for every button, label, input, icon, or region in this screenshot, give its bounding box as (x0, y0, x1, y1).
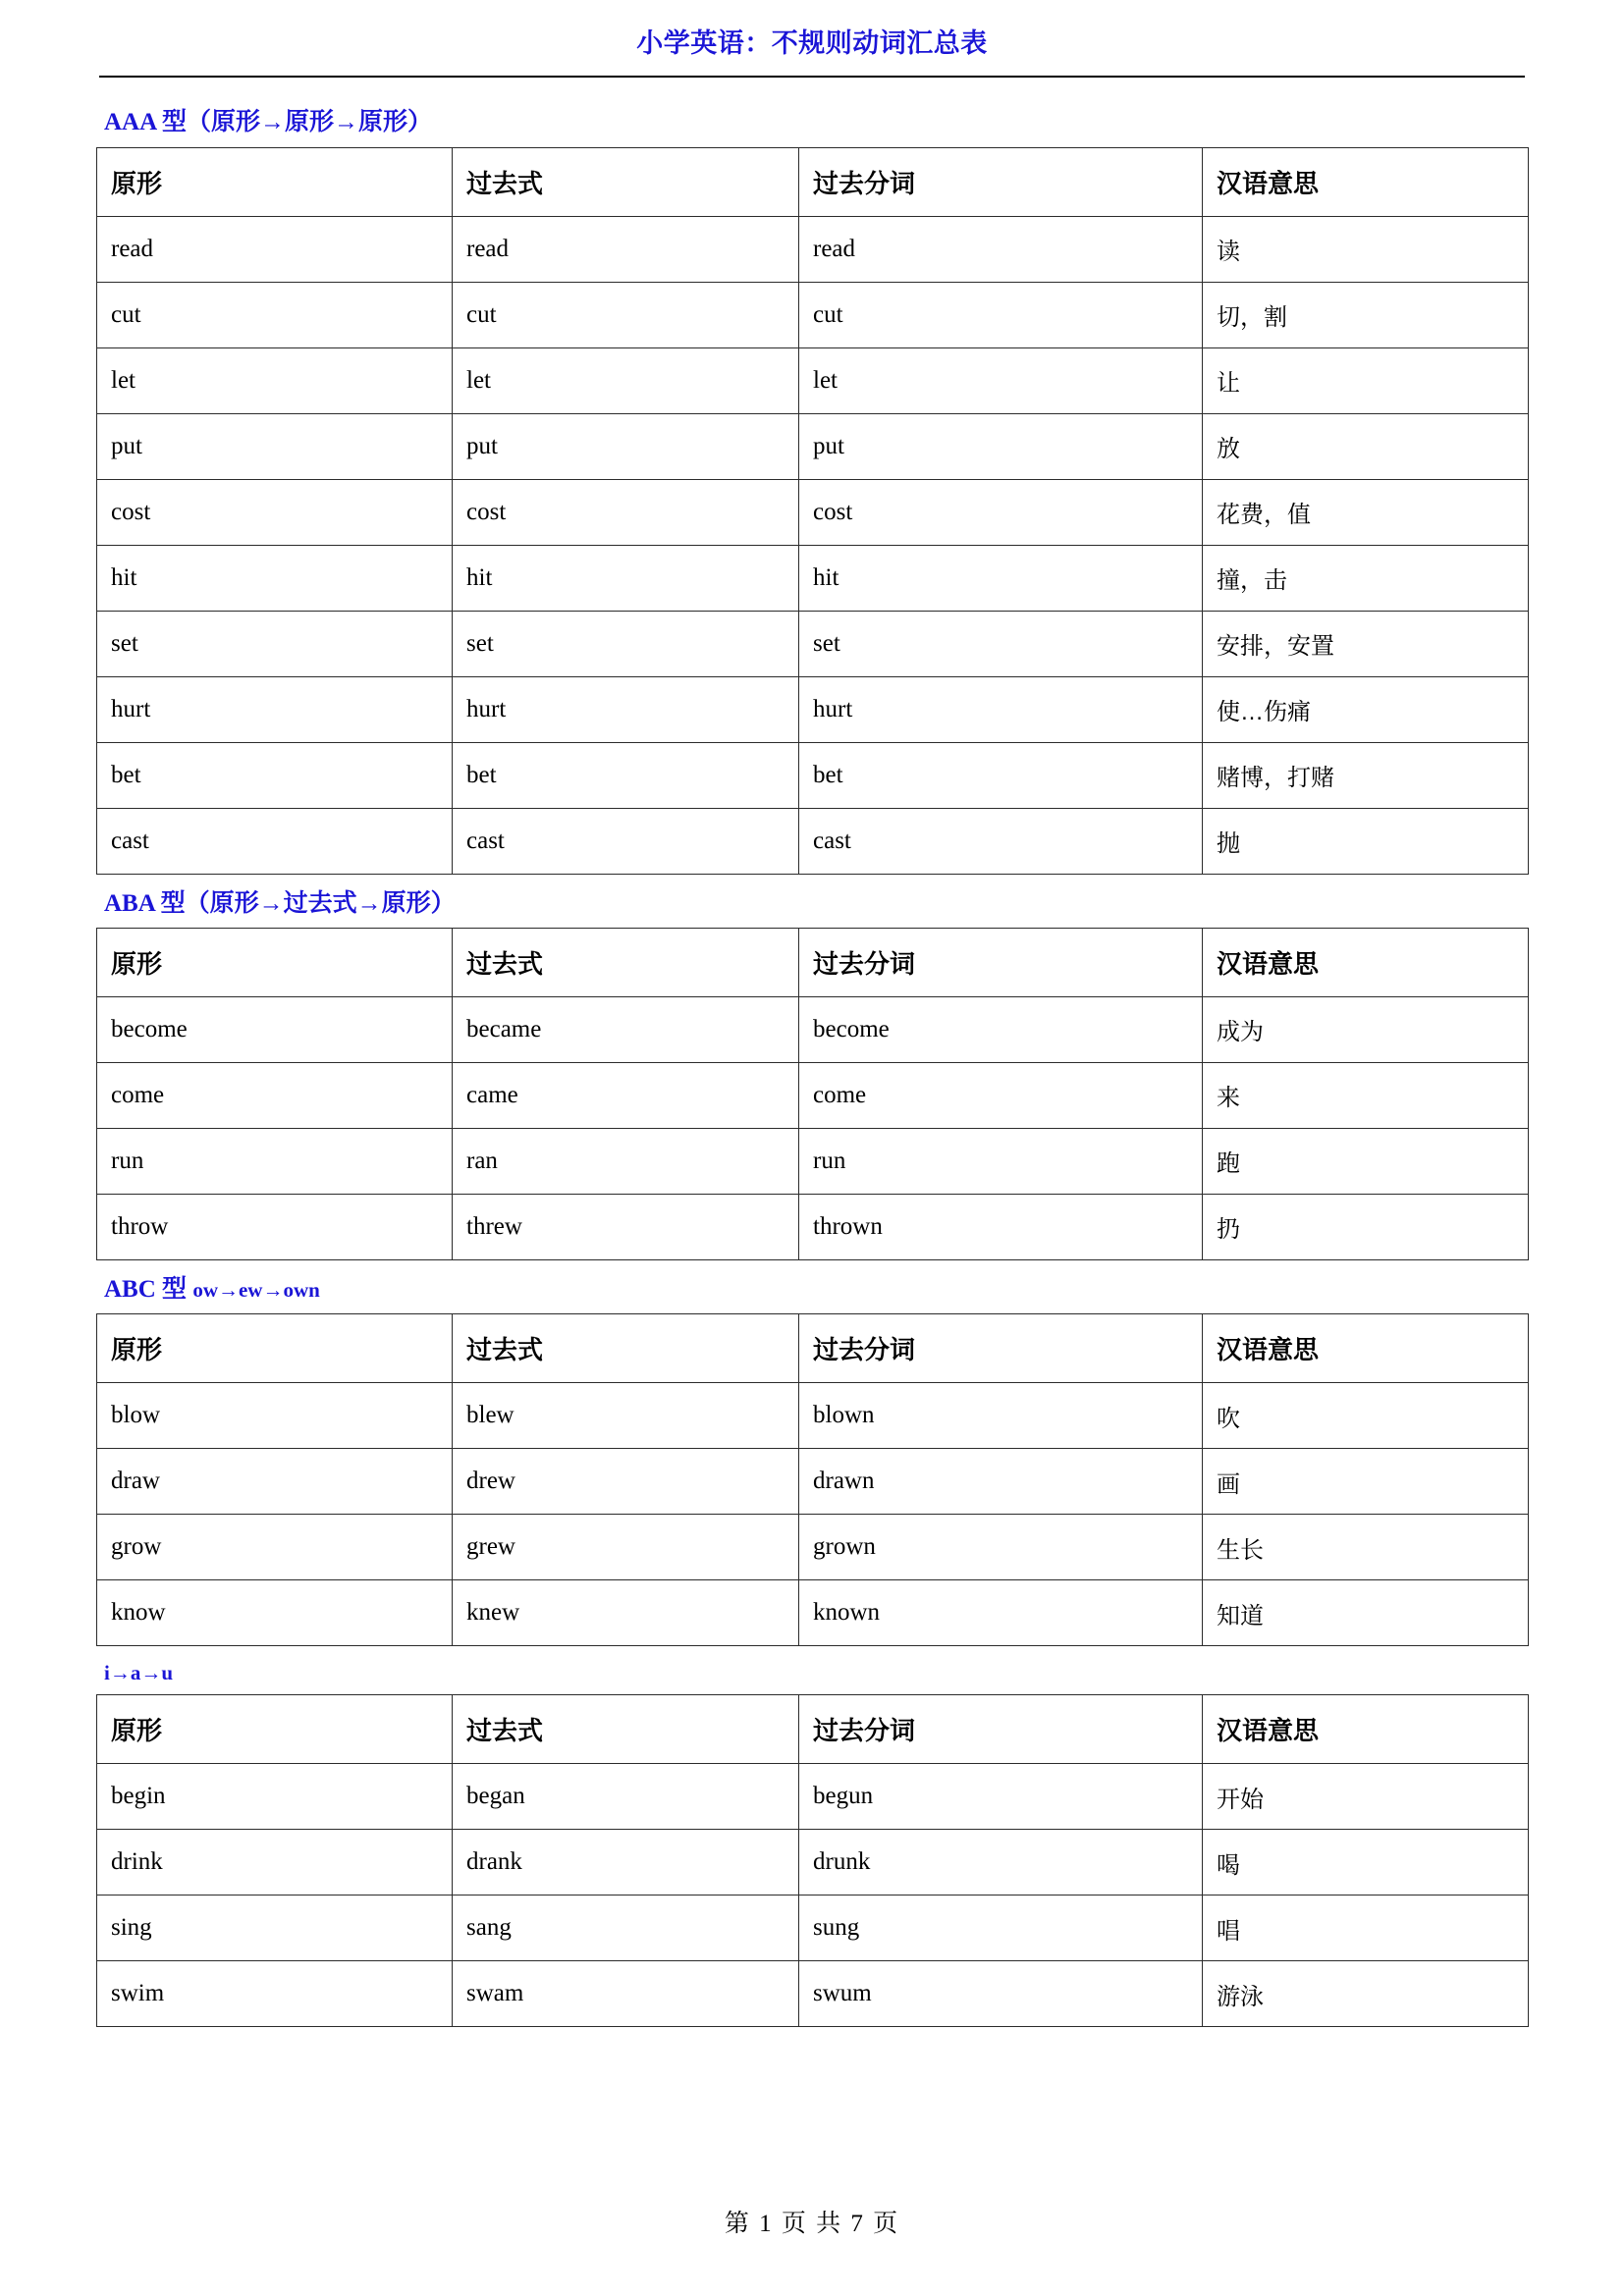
cell-base: hurt (97, 676, 453, 742)
cell-past: put (453, 413, 799, 479)
table-row (97, 1830, 1529, 1896)
cell-meaning: 开始 (1203, 1764, 1529, 1830)
cell-meaning: 扔 (1203, 1194, 1529, 1259)
table-row (97, 1961, 1529, 2027)
cell-base: throw (97, 1194, 453, 1259)
cell-past: ran (453, 1128, 799, 1194)
cell-past: set (453, 611, 799, 676)
cell-past: drew (453, 1449, 799, 1515)
table-row (97, 1449, 1529, 1515)
table-row (97, 1580, 1529, 1646)
table-row (97, 1764, 1529, 1830)
column-header-base: 原形 (97, 147, 453, 216)
cell-participle: become (799, 996, 1203, 1062)
column-header-meaning: 汉语意思 (1203, 928, 1529, 996)
cell-base: sing (97, 1896, 453, 1961)
cell-meaning: 赌博，打赌 (1203, 742, 1529, 808)
cell-base: grow (97, 1515, 453, 1580)
cell-meaning: 生长 (1203, 1515, 1529, 1580)
table-header-row (97, 928, 1529, 996)
cell-participle: grown (799, 1515, 1203, 1580)
cell-past: became (453, 996, 799, 1062)
cell-past: read (453, 216, 799, 282)
cell-participle: known (799, 1580, 1203, 1646)
cell-meaning: 喝 (1203, 1830, 1529, 1896)
cell-meaning: 撞，击 (1203, 545, 1529, 611)
cell-past: cost (453, 479, 799, 545)
column-header-meaning: 汉语意思 (1203, 1314, 1529, 1383)
cell-past: let (453, 347, 799, 413)
column-header-base: 原形 (97, 1314, 453, 1383)
cell-participle: let (799, 347, 1203, 413)
document-content (96, 78, 1528, 2027)
cell-base: draw (97, 1449, 453, 1515)
cell-past: grew (453, 1515, 799, 1580)
cell-participle: cast (799, 808, 1203, 874)
table-row (97, 479, 1529, 545)
cell-meaning: 让 (1203, 347, 1529, 413)
cell-participle: sung (799, 1896, 1203, 1961)
cell-meaning: 吹 (1203, 1383, 1529, 1449)
cell-meaning: 来 (1203, 1062, 1529, 1128)
cell-participle: blown (799, 1383, 1203, 1449)
table-row (97, 1194, 1529, 1259)
section-heading-chinese: 型 (155, 1275, 193, 1303)
table-row (97, 1896, 1529, 1961)
cell-participle: drawn (799, 1449, 1203, 1515)
cell-base: read (97, 216, 453, 282)
cell-meaning: 抛 (1203, 808, 1529, 874)
page-title: 小学英语：不规则动词汇总表 (636, 28, 988, 58)
verb-table-3 (96, 1313, 1529, 1646)
cell-participle: begun (799, 1764, 1203, 1830)
verb-table-2 (96, 928, 1529, 1260)
page-footer: 第 1 页 共 7 页 (724, 2211, 900, 2237)
section-heading-1 (104, 107, 1528, 137)
cell-past: came (453, 1062, 799, 1128)
table-header-row (97, 147, 1529, 216)
cell-participle: bet (799, 742, 1203, 808)
cell-past: knew (453, 1580, 799, 1646)
section-heading-pattern: ow→ew→own (192, 1277, 320, 1302)
cell-participle: come (799, 1062, 1203, 1128)
cell-past: began (453, 1764, 799, 1830)
table-row (97, 611, 1529, 676)
cell-participle: thrown (799, 1194, 1203, 1259)
cell-past: drank (453, 1830, 799, 1896)
column-header-past: 过去式 (453, 928, 799, 996)
column-header-past: 过去式 (453, 1314, 799, 1383)
cell-meaning: 唱 (1203, 1896, 1529, 1961)
cell-base: put (97, 413, 453, 479)
cell-meaning: 安排，安置 (1203, 611, 1529, 676)
cell-base: blow (97, 1383, 453, 1449)
cell-meaning: 跑 (1203, 1128, 1529, 1194)
cell-base: cut (97, 282, 453, 347)
cell-participle: put (799, 413, 1203, 479)
cell-past: bet (453, 742, 799, 808)
cell-participle: drunk (799, 1830, 1203, 1896)
cell-meaning: 画 (1203, 1449, 1529, 1515)
cell-participle: read (799, 216, 1203, 282)
column-header-participle: 过去分词 (799, 147, 1203, 216)
cell-base: hit (97, 545, 453, 611)
cell-meaning: 知道 (1203, 1580, 1529, 1646)
verb-table-1 (96, 147, 1529, 875)
sections-container (96, 107, 1528, 2027)
table-row (97, 676, 1529, 742)
table-row (97, 996, 1529, 1062)
section-heading-latin: AAA (104, 109, 156, 136)
cell-base: let (97, 347, 453, 413)
cell-past: cast (453, 808, 799, 874)
column-header-base: 原形 (97, 1695, 453, 1764)
cell-past: blew (453, 1383, 799, 1449)
cell-participle: hurt (799, 676, 1203, 742)
cell-past: swam (453, 1961, 799, 2027)
section-heading-chinese: 型（原形→原形→原形） (155, 109, 433, 136)
cell-base: know (97, 1580, 453, 1646)
table-row (97, 742, 1529, 808)
section-heading-latin: i→a→u (104, 1661, 174, 1685)
table-row (97, 1515, 1529, 1580)
table-row (97, 1062, 1529, 1128)
section-heading-chinese: 型（原形→过去式→原形） (154, 889, 456, 917)
cell-past: cut (453, 282, 799, 347)
column-header-past: 过去式 (453, 147, 799, 216)
cell-meaning: 读 (1203, 216, 1529, 282)
cell-base: drink (97, 1830, 453, 1896)
cell-base: cost (97, 479, 453, 545)
cell-participle: swum (799, 1961, 1203, 2027)
cell-past: sang (453, 1896, 799, 1961)
column-header-participle: 过去分词 (799, 928, 1203, 996)
cell-base: begin (97, 1764, 453, 1830)
cell-base: come (97, 1062, 453, 1128)
column-header-participle: 过去分词 (799, 1695, 1203, 1764)
section-heading-3 (104, 1274, 1528, 1305)
column-header-meaning: 汉语意思 (1203, 147, 1529, 216)
verb-table-4 (96, 1694, 1529, 2027)
cell-meaning: 放 (1203, 413, 1529, 479)
cell-base: become (97, 996, 453, 1062)
cell-past: hit (453, 545, 799, 611)
column-header-meaning: 汉语意思 (1203, 1695, 1529, 1764)
cell-participle: cost (799, 479, 1203, 545)
section-heading-2 (104, 888, 1528, 919)
cell-base: bet (97, 742, 453, 808)
cell-base: set (97, 611, 453, 676)
cell-meaning: 成为 (1203, 996, 1529, 1062)
column-header-past: 过去式 (453, 1695, 799, 1764)
cell-participle: hit (799, 545, 1203, 611)
section-heading-4 (104, 1660, 1528, 1685)
section-heading-latin: ABC (104, 1275, 156, 1303)
cell-base: run (97, 1128, 453, 1194)
table-row (97, 282, 1529, 347)
column-header-base: 原形 (97, 928, 453, 996)
table-row (97, 1128, 1529, 1194)
table-row (97, 545, 1529, 611)
table-row (97, 216, 1529, 282)
column-header-participle: 过去分词 (799, 1314, 1203, 1383)
table-row (97, 808, 1529, 874)
table-row (97, 347, 1529, 413)
cell-participle: cut (799, 282, 1203, 347)
table-header-row (97, 1314, 1529, 1383)
cell-past: hurt (453, 676, 799, 742)
section-heading-latin: ABA (104, 889, 155, 917)
cell-participle: set (799, 611, 1203, 676)
cell-meaning: 花费，值 (1203, 479, 1529, 545)
cell-meaning: 游泳 (1203, 1961, 1529, 2027)
cell-participle: run (799, 1128, 1203, 1194)
cell-base: swim (97, 1961, 453, 2027)
cell-past: threw (453, 1194, 799, 1259)
cell-meaning: 使…伤痛 (1203, 676, 1529, 742)
cell-base: cast (97, 808, 453, 874)
table-row (97, 1383, 1529, 1449)
table-row (97, 413, 1529, 479)
table-header-row (97, 1695, 1529, 1764)
cell-meaning: 切，割 (1203, 282, 1529, 347)
